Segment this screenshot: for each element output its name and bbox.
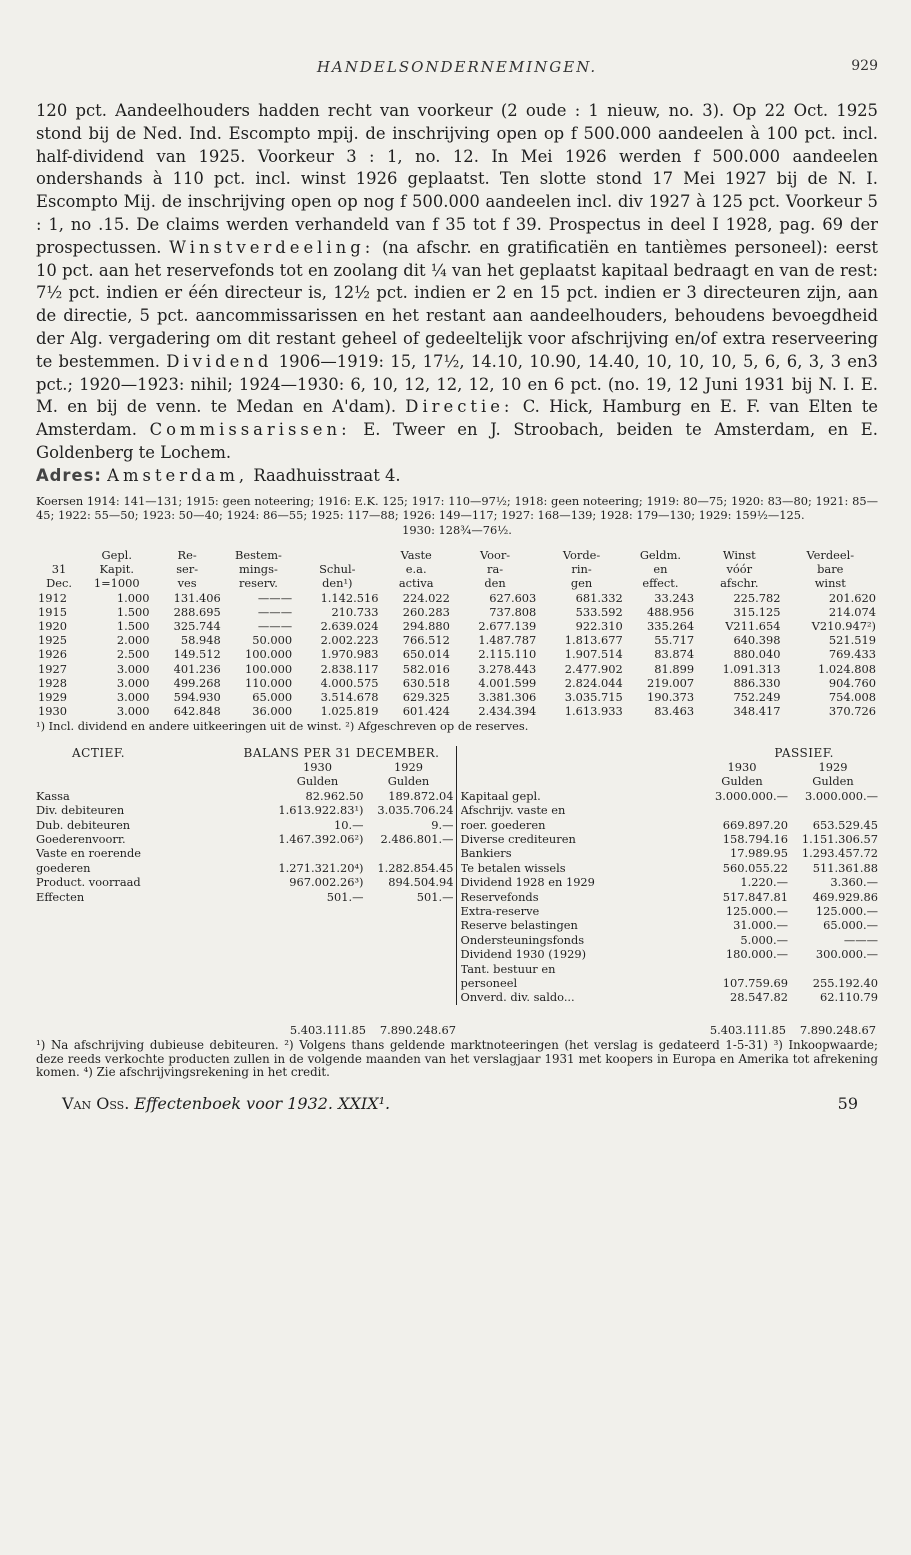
value-cell: 370.726 <box>828 704 876 719</box>
value-cell: 4.001.599 <box>478 675 537 690</box>
actief-row <box>36 846 454 860</box>
value-cell: 33.243 <box>654 590 695 605</box>
total-actief-1930: 5.403.111.85 <box>289 1022 366 1037</box>
capital-table <box>36 548 878 718</box>
passief-item-label: Onverd. div. saldo... <box>460 990 575 1005</box>
passief-item-label: personeel <box>460 975 518 990</box>
header-cell: vóór <box>726 562 753 577</box>
value-cell: 3.278.443 <box>478 661 537 676</box>
header-cell: Bestem- <box>234 547 282 562</box>
value-cell: 210.733 <box>331 604 379 619</box>
header-cell: Geldm. <box>639 547 682 562</box>
company-description <box>36 100 878 488</box>
passief-row <box>461 933 879 947</box>
value-cell: 769.433 <box>828 647 876 662</box>
value-cell: 149.512 <box>173 647 221 662</box>
value-cell: 83.463 <box>654 704 695 719</box>
passief-row <box>461 789 879 803</box>
value-cell: 110.000 <box>244 675 293 690</box>
value-cell: 650.014 <box>402 647 450 662</box>
actief-row <box>36 890 454 904</box>
directie-label: Directie: <box>405 397 514 417</box>
value-cell: 3.000 <box>116 675 150 690</box>
value-cell: 131.406 <box>173 590 221 605</box>
header-cell: Winst <box>722 547 756 562</box>
actief-value-v2: 189.872.04 <box>388 788 454 803</box>
capital-table-footnote: ¹) Incl. dividend en andere uitkeeringen uit de winst. ²) Afgeschreven op de reserves. <box>36 719 529 734</box>
value-cell: 224.022 <box>402 590 450 605</box>
year-cell: 1912 <box>38 590 67 605</box>
passief-item-label: Reserve belastingen <box>460 918 578 933</box>
actief-value-v2: 501.— <box>416 889 454 904</box>
header-cell: ves <box>177 576 197 591</box>
footer-folio: 59 <box>837 1094 858 1114</box>
value-cell: 3.000 <box>116 704 150 719</box>
header-cell: gen <box>570 576 593 591</box>
passief-row <box>461 904 879 918</box>
value-cell: 2.434.394 <box>478 704 537 719</box>
table-row <box>36 633 878 647</box>
passief-value-v1: 5.000.— <box>740 932 788 947</box>
passief-value-v2: 3.000.000.— <box>805 788 878 803</box>
value-cell: ——— <box>257 590 293 605</box>
passief-value-v2: 469.929.86 <box>812 889 878 904</box>
value-cell: 630.518 <box>402 675 450 690</box>
table-row <box>36 647 878 661</box>
year-cell: 1929 <box>38 689 67 704</box>
value-cell: 488.956 <box>646 604 695 619</box>
header-cell: reserv. <box>238 576 278 591</box>
actief-value-v1: 967.002.26³) <box>289 875 364 890</box>
passief-item-label: Tant. bestuur en <box>460 961 556 976</box>
passief-row <box>461 803 879 817</box>
header-cell: bare <box>817 562 844 577</box>
header-cell: Gepl. <box>101 547 132 562</box>
value-cell: 2.838.117 <box>320 661 379 676</box>
header-cell: 31 <box>51 562 67 577</box>
header-cell: Schul- <box>319 562 356 577</box>
header-cell: ra- <box>487 562 504 577</box>
value-cell: 886.330 <box>733 675 781 690</box>
history-text: 120 pct. Aandeelhouders hadden recht van voorkeur (2 oude : 1 nieuw, no. 3). Op 22 Oct. 1925 stond bij de Ned. Ind. Escompto mpij. de inschrijving open op f 500.000 aandeelen à 100 pct. incl. half-dividend van 1925. Voorkeur 3 : 1, no. 12. In Mei 1926 werden f 500.000 aandeelen ondershands à 110 pct. incl. winst 1926 geplaatst. Ten slotte stond 17 Mei 1927 bij de N. I. Escompto Mij. de inschrijving open op nog f 500.000 aandeelen incl. div 1927 à 125 pct. Voorkeur 5 : 1, no .15. De claims werden verhandeld van f 35 tot f 39. Prospectus in deel I 1928, pag. 69 der prospectussen. <box>36 101 878 257</box>
actief-item-label: Div. debiteuren <box>36 803 125 818</box>
year-cell: 1927 <box>38 661 67 676</box>
value-cell: 2.639.024 <box>320 618 379 633</box>
value-cell: 3.000 <box>116 689 150 704</box>
actief-row <box>36 875 454 889</box>
passief-item-label: Extra-reserve <box>460 903 540 918</box>
value-cell: 335.264 <box>646 618 695 633</box>
actief-value-v1 <box>272 846 364 860</box>
adres-street: Raadhuisstraat 4. <box>253 465 401 485</box>
passief-value-v1: 1.220.— <box>740 875 788 890</box>
value-cell: 1.142.516 <box>320 590 379 605</box>
footer-book-title: Effectenboek voor 1932. <box>134 1094 334 1114</box>
passief-value-v1 <box>696 962 788 976</box>
value-cell: 260.283 <box>402 604 450 619</box>
value-cell: 2.824.044 <box>564 675 623 690</box>
value-cell: 594.930 <box>173 689 221 704</box>
year-cell: 1930 <box>38 704 67 719</box>
passief-unit-1: Gulden <box>721 774 763 789</box>
value-cell: 737.808 <box>489 604 537 619</box>
value-cell: 288.695 <box>173 604 221 619</box>
value-cell: 36.000 <box>252 704 293 719</box>
table-row <box>36 676 878 690</box>
actief-value-v1: 82.962.50 <box>305 788 364 803</box>
header-cell: mings- <box>239 562 278 577</box>
value-cell: 1.487.787 <box>478 633 537 648</box>
koersen-last: 1930: 128¾—76½. <box>402 523 512 538</box>
passief-value-v2 <box>788 803 878 817</box>
passief-unit-2: Gulden <box>812 774 854 789</box>
value-cell: 83.874 <box>654 647 695 662</box>
adres-city: Amsterdam, <box>107 465 249 485</box>
actief-item-label: Dub. debiteuren <box>36 817 131 832</box>
value-cell: 348.417 <box>733 704 781 719</box>
page-footer <box>36 1094 878 1116</box>
value-cell: 3.000 <box>116 661 150 676</box>
value-cell: 2.000 <box>116 633 150 648</box>
actief-item-label: Product. voorraad <box>36 875 141 890</box>
value-cell: V211.654 <box>725 618 781 633</box>
value-cell: 2.002.223 <box>320 633 379 648</box>
value-cell: 640.398 <box>733 633 781 648</box>
value-cell: 521.519 <box>828 633 876 648</box>
value-cell: 642.848 <box>173 704 221 719</box>
value-cell: 1.091.313 <box>722 661 781 676</box>
value-cell: 50.000 <box>252 633 293 648</box>
header-cell: Kapit. <box>99 562 134 577</box>
table-row <box>36 690 878 704</box>
passief-value-v2 <box>788 962 878 976</box>
winstverdeeling-label: Winstverdeeling: <box>169 237 375 257</box>
value-cell: 214.074 <box>828 604 876 619</box>
value-cell: 766.512 <box>402 633 450 648</box>
value-cell: 219.007 <box>646 675 695 690</box>
value-cell: 601.424 <box>402 704 450 719</box>
passief-item-label: Reservefonds <box>460 889 539 904</box>
year-cell: 1920 <box>38 618 67 633</box>
passief-row <box>461 818 879 832</box>
header-cell: activa <box>398 576 434 591</box>
value-cell: 627.603 <box>489 590 537 605</box>
passief-row <box>461 875 879 889</box>
value-cell: 1.500 <box>116 618 150 633</box>
actief-unit-1: Gulden <box>296 774 339 789</box>
value-cell: 58.948 <box>180 633 221 648</box>
value-cell: 1.970.983 <box>320 647 379 662</box>
table-row <box>36 619 878 633</box>
header-cell: Re- <box>177 547 197 562</box>
actief-row <box>36 789 454 803</box>
header-cell: Voor- <box>479 547 511 562</box>
passief-row <box>461 890 879 904</box>
value-cell: 201.620 <box>828 590 876 605</box>
actief-column <box>36 746 456 1005</box>
passief-value-v2: 255.192.40 <box>812 975 878 990</box>
value-cell: 315.125 <box>733 604 781 619</box>
value-cell: 294.880 <box>402 618 450 633</box>
year-cell: 1925 <box>38 633 67 648</box>
actief-value-v2: 3.035.706.24 <box>377 803 454 818</box>
value-cell: 629.325 <box>402 689 450 704</box>
year-cell: 1928 <box>38 675 67 690</box>
adres-label: Adres: <box>36 465 102 485</box>
value-cell: 1.024.808 <box>818 661 876 676</box>
header-cell: e.a. <box>405 562 427 577</box>
passief-value-v1: 28.547.82 <box>730 990 788 1005</box>
actief-year-1929: 1929 <box>394 759 423 774</box>
footer-publisher: Van Oss. <box>62 1094 130 1114</box>
header-cell: Verdeel- <box>806 547 855 562</box>
passief-value-v1 <box>696 803 788 817</box>
passief-row <box>461 918 879 932</box>
header-cell: Vorde- <box>562 547 601 562</box>
value-cell: 1.025.819 <box>320 704 379 719</box>
passief-item-label: Bankiers <box>460 846 512 861</box>
value-cell: 225.782 <box>733 590 781 605</box>
actief-value-v2 <box>364 846 454 860</box>
passief-value-v1: 180.000.— <box>725 947 788 962</box>
value-cell: ——— <box>257 618 293 633</box>
capital-table-header-row <box>36 562 878 576</box>
value-cell: 1.907.514 <box>564 647 623 662</box>
actief-unit-2: Gulden <box>387 774 430 789</box>
passief-value-v2: 65.000.— <box>823 918 878 933</box>
actief-row <box>36 832 454 846</box>
header-cell: Vaste <box>400 547 432 562</box>
value-cell: 1.500 <box>116 604 150 619</box>
actief-value-v1: 501.— <box>326 889 364 904</box>
value-cell: 754.008 <box>828 689 876 704</box>
passief-value-v2: 511.361.88 <box>812 860 878 875</box>
passief-value-v1: 517.847.81 <box>722 889 788 904</box>
passief-value-v2: 1.151.306.57 <box>801 831 878 846</box>
passief-value-v2: 1.293.457.72 <box>801 846 878 861</box>
total-passief-1930: 5.403.111.85 <box>709 1022 786 1037</box>
value-cell: 4.000.575 <box>320 675 379 690</box>
value-cell: 2.115.110 <box>478 647 537 662</box>
total-actief-1929: 7.890.248.67 <box>379 1022 456 1037</box>
value-cell: 880.040 <box>733 647 781 662</box>
header-cell: winst <box>814 576 846 591</box>
value-cell: 3.381.306 <box>478 689 537 704</box>
value-cell: 904.760 <box>828 675 876 690</box>
header-cell: den¹) <box>322 576 353 591</box>
passief-item-label: Dividend 1930 (1929) <box>460 947 587 962</box>
table-row <box>36 662 878 676</box>
actief-value-v1: 1.613.922.83¹) <box>278 803 364 818</box>
value-cell: 533.592 <box>575 604 623 619</box>
value-cell: 65.000 <box>252 689 293 704</box>
capital-table-header-row <box>36 576 878 590</box>
balance-sheet <box>36 746 878 1005</box>
actief-value-v2: 1.282.854.45 <box>377 860 454 875</box>
passief-value-v1: 17.989.95 <box>730 846 788 861</box>
passief-year-1929: 1929 <box>818 759 848 774</box>
table-row <box>36 704 878 718</box>
passief-column <box>456 746 879 1005</box>
passief-row <box>461 947 879 961</box>
price-history <box>36 494 878 538</box>
running-header <box>36 50 878 80</box>
header-cell: rin- <box>571 562 592 577</box>
total-passief-1929: 7.890.248.67 <box>799 1022 876 1037</box>
book-page <box>36 50 878 1116</box>
passief-row <box>461 976 879 990</box>
year-cell: 1926 <box>38 647 67 662</box>
value-cell: 1.813.677 <box>564 633 623 648</box>
value-cell: 922.310 <box>575 618 623 633</box>
passief-row <box>461 846 879 860</box>
actief-value-v1: 1.467.392.06²) <box>278 831 364 846</box>
value-cell: 2.500 <box>116 647 150 662</box>
value-cell: 2.677.139 <box>478 618 537 633</box>
balans-title: BALANS PER 31 DECEMBER. <box>243 745 440 760</box>
body-paragraph <box>36 100 878 465</box>
actief-item-label: Kassa <box>36 788 70 803</box>
passief-value-v2: 300.000.— <box>815 947 878 962</box>
value-cell: ——— <box>257 604 293 619</box>
passief-item-label: Dividend 1928 en 1929 <box>460 875 595 890</box>
passief-value-v1: 107.759.69 <box>722 975 788 990</box>
header-cell: afschr. <box>720 576 759 591</box>
passief-item-label: Te betalen wissels <box>460 860 566 875</box>
passief-value-v2: 653.529.45 <box>812 817 878 832</box>
actief-value-v1: 10.— <box>333 817 364 832</box>
value-cell: 55.717 <box>654 633 695 648</box>
dividend-text: 1906—1919: 15, 17½, 14.10, 10.90, 14.40, 10, 10, 10, 5, 6, 6, 3, 3 en3 pct.; 1920—1923: nihil; 1924—1930: 6, 10, 12, 12, 12, 10 en 6 pct. (no. 19, 12 Juni 1931 bij N. I. E. M. en bij de venn. te Medan en A'dam). <box>36 351 878 417</box>
actief-row <box>36 803 454 817</box>
actief-item-label: Effecten <box>36 889 85 904</box>
passief-row <box>461 990 879 1004</box>
actief-value-v2: 2.486.801.— <box>380 831 454 846</box>
table-row <box>36 591 878 605</box>
passief-item-label: roer. goederen <box>460 817 546 832</box>
actief-value-v2: 894.504.94 <box>388 875 454 890</box>
value-cell: 681.332 <box>575 590 623 605</box>
value-cell: V210.947²) <box>811 618 876 633</box>
value-cell: 401.236 <box>173 661 221 676</box>
passief-value-v2: 62.110.79 <box>820 990 878 1005</box>
passief-title: PASSIEF. <box>774 745 834 760</box>
directie-text: C. Hick, Hamburg en E. F. van Elten te Amsterdam. <box>36 397 878 440</box>
value-cell: 100.000 <box>244 647 293 662</box>
actief-value-v2: 9.— <box>431 817 454 832</box>
value-cell: 2.477.902 <box>564 661 623 676</box>
dividend-label: Dividend <box>166 351 273 371</box>
header-cell: ser- <box>176 562 199 577</box>
actief-year-1930: 1930 <box>303 759 332 774</box>
passief-value-v2: ——— <box>843 932 878 947</box>
running-title: HANDELSONDERNEMINGEN. <box>316 58 598 76</box>
passief-item-label: Kapitaal gepl. <box>460 788 541 803</box>
actief-item-label: goederen <box>36 860 91 875</box>
value-cell: 3.514.678 <box>320 689 379 704</box>
page-number: 929 <box>851 58 878 74</box>
passief-year-1930: 1930 <box>727 759 757 774</box>
header-cell <box>294 548 380 562</box>
actief-item-label: Goederenvoorr. <box>36 831 126 846</box>
actief-row <box>36 861 454 875</box>
passief-item-label: Afschrijv. vaste en <box>460 803 566 818</box>
value-cell: 190.373 <box>646 689 695 704</box>
passief-value-v1: 31.000.— <box>733 918 788 933</box>
capital-table-header-row <box>36 548 878 562</box>
commissarissen-text: E. Tweer en J. Stroobach, beiden te Amsterdam, en E. Goldenberg te Lochem. <box>36 420 878 462</box>
header-cell: en <box>653 562 668 577</box>
passief-value-v1: 3.000.000.— <box>715 788 788 803</box>
passief-row <box>461 832 879 846</box>
passief-value-v1: 158.794.16 <box>722 831 788 846</box>
actief-item-label: Vaste en roerende <box>36 846 142 861</box>
value-cell: 3.035.715 <box>564 689 623 704</box>
passief-row <box>461 861 879 875</box>
koersen-text: Koersen 1914: 141—131; 1915: geen noteering; 1916: E.K. 125; 1917: 110—97½; 1918: geen noteering; 1919: 80—75; 1920: 83—80; 1921: 85—45; 1922: 55—50; 1923: 50—40; 1924: 86—55; 1925: 117—88; 1926: 149—117; 1927: 168—139; 1928: 179—130; 1929: 159½—125. <box>36 493 878 523</box>
address-line <box>36 465 878 488</box>
value-cell: 499.268 <box>173 675 221 690</box>
value-cell: 325.744 <box>173 618 221 633</box>
passief-item-label: Ondersteuningsfonds <box>460 932 585 947</box>
passief-value-v1: 669.897.20 <box>722 817 788 832</box>
header-cell <box>36 548 82 562</box>
winstverdeeling-text: (na afschr. en gratificatiën en tantièmes personeel): eerst 10 pct. aan het reservefonds tot en zoolang dit ¼ van het geplaatst kapitaal bedraagt en van de rest: 7½ pct. indien er één directeur is, 12½ pct. indien er 2 en 15 pct. indien er 3 directeuren zijn, aan de directie, 5 pct. aancommissarissen en het restant aan aandeelhouders, behoudens bevoegdheid der Alg. vergadering om dit restant geheel of gedeeltelijk voor afschrijving en/of extra reserveering te bestemmen. <box>36 237 879 371</box>
header-cell: Dec. <box>46 576 72 591</box>
commissarissen-label: Commissarissen: <box>149 420 351 440</box>
header-cell: effect. <box>642 576 679 591</box>
passief-value-v2: 3.360.— <box>830 875 878 890</box>
actief-value-v1: 1.271.321.20⁴) <box>278 860 364 875</box>
year-cell: 1915 <box>38 604 67 619</box>
balance-totals <box>36 1023 878 1037</box>
passief-item-label: Diverse crediteuren <box>460 831 576 846</box>
actief-row <box>36 818 454 832</box>
value-cell: 1.613.933 <box>564 704 623 719</box>
balance-footnote: ¹) Na afschrijving dubieuse debiteuren. ²) Volgens thans geldende marktnoteeringen (het verslag is gedateerd 1-5-31) ³) Inkoopwaarde; deze reeds verkochte producten zullen in de volgende maanden van het verslagjaar 1931 met koopers in Europa en Amerika tot afrekening komen. ⁴) Zie afschrijvingsrekening in het credit. <box>36 1037 878 1080</box>
footer-signature: XXIX¹. <box>338 1094 391 1114</box>
header-cell: 1=1000 <box>93 576 140 591</box>
value-cell: 1.000 <box>116 590 150 605</box>
value-cell: 81.899 <box>654 661 695 676</box>
passief-value-v1: 560.055.22 <box>722 860 788 875</box>
table-row <box>36 605 878 619</box>
value-cell: 100.000 <box>244 661 293 676</box>
actief-title: ACTIEF. <box>72 745 126 760</box>
passief-value-v1: 125.000.— <box>725 903 788 918</box>
value-cell: 752.249 <box>733 689 781 704</box>
passief-row <box>461 962 879 976</box>
value-cell: 582.016 <box>402 661 450 676</box>
passief-value-v2: 125.000.— <box>815 903 878 918</box>
header-cell: den <box>484 576 506 591</box>
